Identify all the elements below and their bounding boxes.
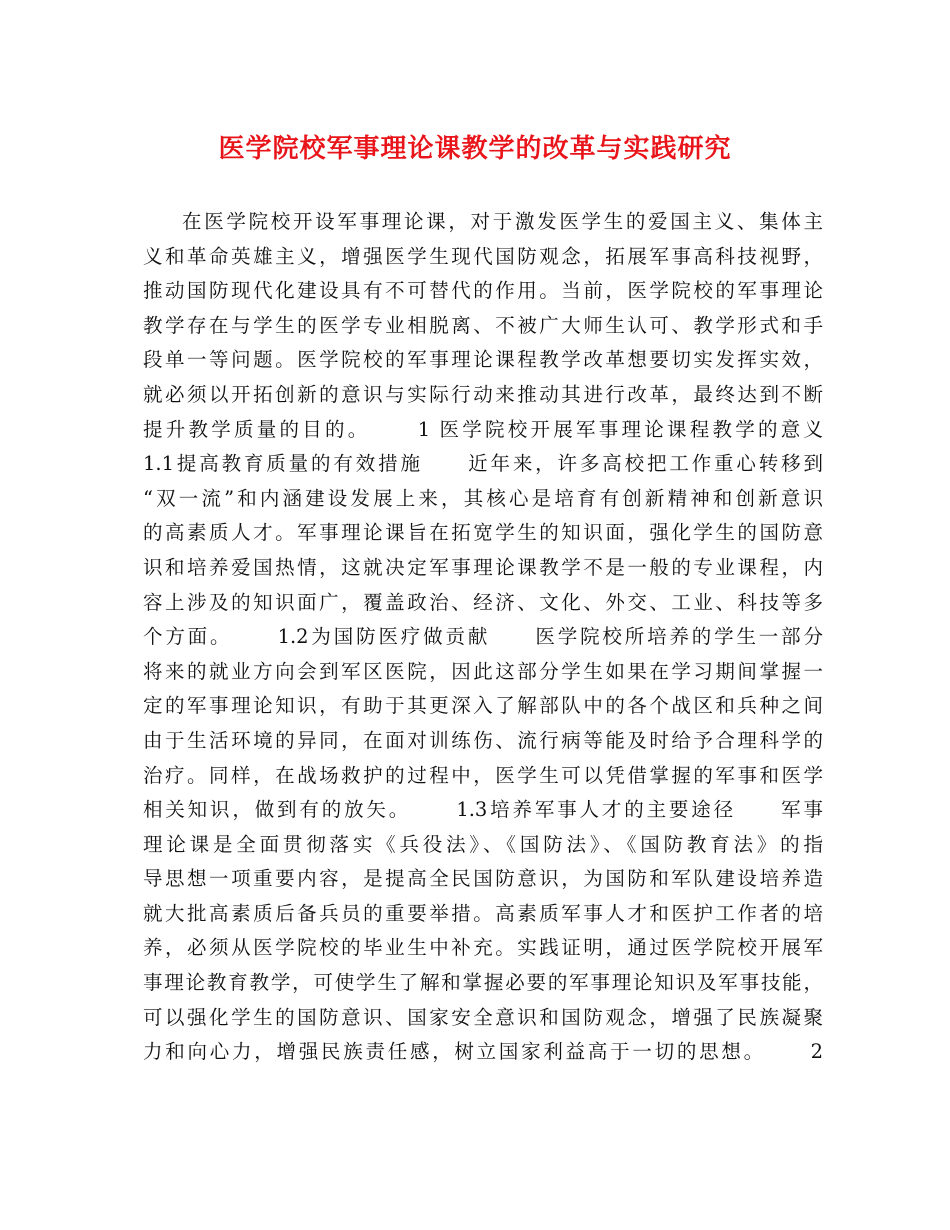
text-line: 相关知识，做到有的放矢。 1.3培养军事人才的主要途径 军事 bbox=[143, 798, 823, 822]
text-line: 在医学院校开设军事理论课，对于激发医学生的爱国主义、集体主 bbox=[182, 210, 823, 233]
text-line: 将来的就业方向会到军区医院，因此这部分学生如果在学习期间掌握一 bbox=[143, 659, 823, 683]
text-line: 导思想一项重要内容，是提高全民国防意识，为国防和军队建设培养造 bbox=[143, 867, 823, 891]
text-line: 理论课是全面贯彻落实《兵役法》、《国防法》、《国防教育法》的指 bbox=[143, 832, 823, 856]
body-text bbox=[143, 205, 823, 1070]
text-line: 教学存在与学生的医学专业相脱离、不被广大师生认可、教学形式和手 bbox=[143, 313, 823, 337]
text-line: “双一流”和内涵建设发展上来，其核心是培育有创新精神和创新意识 bbox=[143, 486, 823, 510]
text-line: 由于生活环境的异同，在面对训练伤、流行病等能及时给予合理科学的 bbox=[143, 728, 823, 752]
text-line: 段单一等问题。医学院校的军事理论课程教学改革想要切实发挥实效， bbox=[143, 348, 823, 372]
text-line: 识和培养爱国热情，这就决定军事理论课教学不是一般的专业课程，内 bbox=[143, 555, 823, 579]
text-line: 养，必须从医学院校的毕业生中补充。实践证明，通过医学院校开展军 bbox=[143, 936, 823, 960]
text-line: 1.1提高教育质量的有效措施 近年来，许多高校把工作重心转移到 bbox=[143, 452, 823, 476]
text-line: 就必须以开拓创新的意识与实际行动来推动其进行改革，最终达到不断 bbox=[143, 382, 823, 406]
text-line: 就大批高素质后备兵员的重要举措。高素质军事人才和医护工作者的培 bbox=[143, 901, 823, 925]
text-line: 提升教学质量的目的。 1 医学院校开展军事理论课程教学的意义 bbox=[143, 417, 823, 441]
text-line: 治疗。同样，在战场救护的过程中，医学生可以凭借掌握的军事和医学 bbox=[143, 763, 823, 787]
text-line: 力和向心力，增强民族责任感，树立国家利益高于一切的思想。 2 bbox=[143, 1040, 823, 1064]
text-line: 个方面。 1.2为国防医疗做贡献 医学院校所培养的学生一部分 bbox=[143, 625, 823, 649]
text-line: 推动国防现代化建设具有不可替代的作用。当前，医学院校的军事理论 bbox=[143, 279, 823, 303]
text-line: 容上涉及的知识面广，覆盖政治、经济、文化、外交、工业、科技等多 bbox=[143, 590, 823, 614]
text-line: 定的军事理论知识，有助于其更深入了解部队中的各个战区和兵种之间 bbox=[143, 694, 823, 718]
text-line: 义和革命英雄主义，增强医学生现代国防观念，拓展军事高科技视野， bbox=[143, 244, 823, 268]
text-line: 可以强化学生的国防意识、国家安全意识和国防观念，增强了民族凝聚 bbox=[143, 1005, 823, 1029]
document-title: 医学院校军事理论课教学的改革与实践研究 bbox=[218, 134, 732, 164]
text-line: 的高素质人才。军事理论课旨在拓宽学生的知识面，强化学生的国防意 bbox=[143, 521, 823, 545]
text-line: 事理论教育教学，可使学生了解和掌握必要的军事理论知识及军事技能， bbox=[143, 971, 823, 995]
